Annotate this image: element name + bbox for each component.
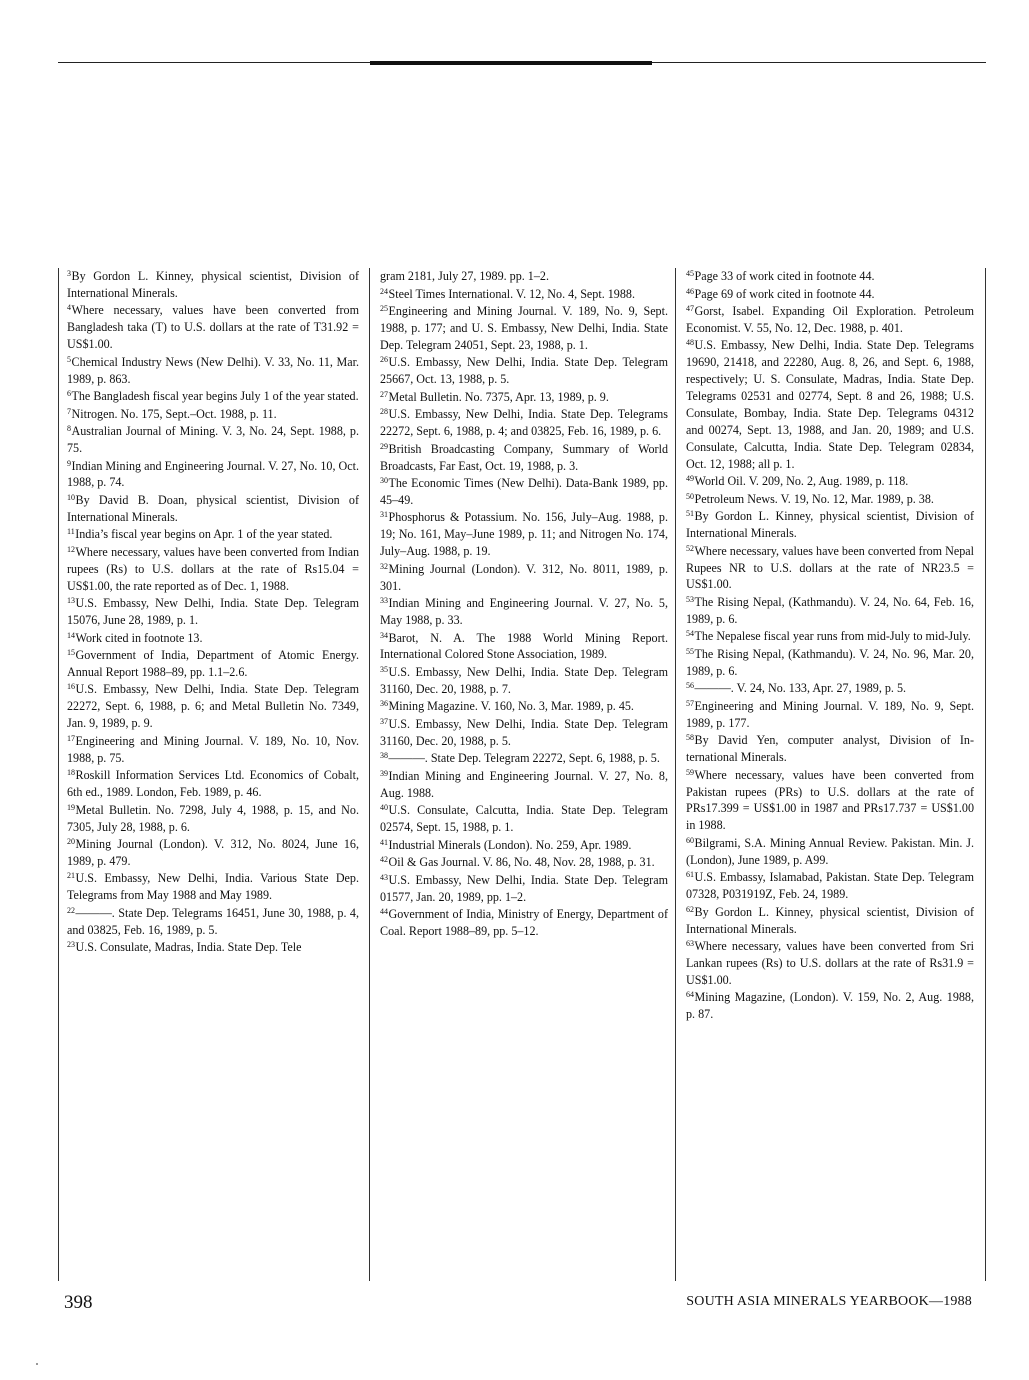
footnotes-column-1 [67, 268, 359, 957]
footnote-number: 54 [686, 629, 694, 639]
footnote-number: 56 [686, 681, 694, 691]
footnotes-column-2 [380, 268, 668, 940]
footnote [686, 767, 974, 835]
footnote-text: U.S. Consulate, Calcutta, India. State Dep. Telegram 02574, Sept. 15, 1988, p. 1. [380, 803, 668, 835]
footnote [67, 595, 359, 629]
footnote [686, 508, 974, 542]
footnote-number: 6 [67, 389, 71, 399]
footnote-text: Government of India, Department of Atomic Energy. Annual Report 1988–89, pp. 1.1–2.6. [67, 648, 359, 679]
footnote-number: 58 [686, 733, 694, 743]
footnote [380, 768, 668, 802]
footnote-number: 57 [686, 698, 694, 708]
footnote [67, 767, 359, 801]
footnote-text: Nitrogen. No. 175, Sept.–Oct. 1988, p. 11. [71, 406, 277, 421]
column-divider-right [985, 268, 986, 1281]
footnote-number: 46 [686, 286, 694, 296]
footnote [686, 303, 974, 337]
footnote [686, 698, 974, 732]
column-divider-left [58, 268, 59, 1281]
footnote [686, 491, 974, 508]
footnote-text: Steel Times International. V. 12, No. 4, Sept. 1988. [388, 286, 635, 301]
footnote-text: Metal Bulletin. No. 7375, Apr. 13, 1989, p. 9. [388, 389, 609, 404]
footnote-text: By Gordon L. Kinney, physical scientist, Division of International Minerals. [67, 269, 359, 300]
footnote-number: 34 [380, 630, 388, 640]
footnote-text: U.S. Embassy, New Delhi, India. Various State Dep. Telegrams from May 1988 and May 1989. [67, 871, 359, 903]
footnote [67, 802, 359, 836]
footnote-number: 24 [380, 286, 388, 296]
footnote-text: Roskill Information Services Ltd. Economics of Cobalt, 6th ed., 1989. London, Feb. 1989, p. 46. [67, 768, 359, 800]
footnote-text: Indian Mining and Engineering Journal. V. 27, No. 10, Oct. 1988, p. 74. [67, 458, 359, 490]
footnote [686, 628, 974, 645]
footnote-number: 36 [380, 699, 388, 709]
footnote-text: The Rising Nepal, (Kathmandu). V. 24, No. 96, Mar. 20, 1989, p. 6. [686, 646, 974, 678]
footnote-number: 40 [380, 803, 388, 813]
footnote-text: Indian Mining and Engineering Journal. V. 27, No. 5, May 1988, p. 33. [380, 596, 668, 628]
footnote-number: 19 [67, 802, 75, 812]
footnote-number: 43 [380, 872, 388, 882]
footnote-text: The Economic Times (New Delhi). Data-Bank 1989, pp. 45–49. [380, 476, 668, 507]
footnote-number: 44 [380, 907, 388, 916]
footnote-text: Where necessary, values have been converted from Sri Lankan rupees (Rs) to U.S. dollars at the rate of Rs31.9 = US$1.00. [686, 939, 974, 987]
footnote-number: 10 [67, 492, 75, 502]
footnote-number: 49 [686, 474, 694, 484]
footnote-text: By David Yen, computer analyst, Division of International Minerals. [686, 733, 974, 765]
footnote-text: Government of India, Ministry of Energy, Department of Coal. Report 1988–89, pp. 5–12. [380, 907, 668, 938]
footnote [380, 406, 668, 440]
footnote-number: 53 [686, 594, 694, 604]
footnote [67, 870, 359, 904]
footnote [67, 458, 359, 492]
footnote-number: 41 [380, 837, 388, 847]
footnote [686, 594, 974, 628]
scan-speck [36, 1363, 38, 1365]
footnote [380, 303, 668, 354]
footnote [67, 905, 359, 939]
footnote-text: ———. State Dep. Telegram 22272, Sept. 6, 1988, p. 5. [388, 751, 660, 766]
footnote-number: 25 [380, 304, 388, 313]
footnote-text: World Oil. V. 209, No. 2, Aug. 1989, p. 118. [694, 474, 909, 489]
footnote [380, 561, 668, 595]
footnote-text: Bilgrami, S.A. Mining Annual Review. Pakistan. Min. J. (London), June 1989, p. A99. [686, 835, 974, 867]
column-divider-middle-2 [675, 268, 676, 1281]
footnote-number: 64 [686, 990, 694, 1000]
footnote-number: 30 [380, 476, 388, 486]
footnote [380, 630, 668, 664]
footnote [380, 354, 668, 388]
footnote-text: Page 33 of work cited in footnote 44. [694, 269, 875, 283]
footnote-number: 35 [380, 664, 388, 674]
footnote-text: U.S. Embassy, New Delhi, India. State Dep. Telegrams 19690, 21418, and 22280, Aug. 8, 26, and Sept. 6, 1988, respectively; U. S. Consulate, Madras, India. State Dep. Telegrams 02531 and 02774, Sept. 8 and 26, 1988; U.S. Consulate, Bombay, India. State Dep. Telegrams 04312 and 00274, Sept. 13, 1988, and Jan. 20, 1989; and U.S. Consulate, Calcutta, India. State Dep. Telegram 02834, Oct. 12, 1988; all p. 1. [686, 338, 974, 471]
footnote-number: 16 [67, 682, 75, 692]
footnote-text: U.S. Embassy, New Delhi, India. State Dep. Telegram 31160, Dec. 20, 1988, p. 5. [380, 716, 668, 748]
footnote-text: U.S. Consulate, Madras, India. State Dep. Tele [75, 940, 302, 955]
footnote-text: British Broadcasting Company, Summary of World Broadcasts, Far East, Oct. 19, 1988, p. 3. [380, 441, 668, 473]
footnote [686, 869, 974, 903]
footnote-number: 45 [686, 269, 694, 278]
footnote-text: Work cited in footnote 13. [75, 630, 203, 645]
footnote-text: Mining Journal (London). V. 312, No. 8011, 1989, p. 301. [380, 561, 668, 593]
footnote-number: 33 [380, 596, 388, 606]
footnote-number: 8 [67, 424, 71, 434]
footnote [67, 406, 359, 423]
footnote-text: U.S. Embassy, New Delhi, India. State Dep. Telegram 22272, Sept. 6, 1988, p. 6; and Metal Bulletin No. 7349, Jan. 9, 1989, p. 9. [67, 682, 359, 731]
footnote-text: U.S. Embassy, New Delhi, India. State Dep. Telegram 25667, Oct. 13, 1988, p. 5. [380, 355, 668, 387]
footnote [686, 680, 974, 697]
footnote-number: 48 [686, 338, 694, 348]
footnote [67, 939, 359, 956]
page-number: 398 [64, 1292, 93, 1313]
footnote-text: Oil & Gas Journal. V. 86, No. 48, Nov. 28, 1988, p. 31. [388, 855, 655, 870]
footnote-number: 61 [686, 870, 694, 880]
footnote-text: Mining Magazine, (London). V. 159, No. 2, Aug. 1988, p. 87. [686, 990, 974, 1022]
footnote-number: 32 [380, 561, 388, 571]
footnote-text: Metal Bulletin. No. 7298, July 4, 1988, p. 15, and No. 7305, July 28, 1988, p. 6. [67, 802, 359, 834]
footnote [686, 646, 974, 680]
footnote-text: Engineering and Mining Journal. V. 189, No. 9, Sept. 1988, p. 177; and U. S. Embassy, New Delhi, India. State Dep. Telegram 24051, Sept. 23, 1988, p. 1. [380, 304, 668, 352]
footnote-number: 28 [380, 407, 388, 417]
footnote-number: 47 [686, 304, 694, 313]
footnote-text: The Nepalese fiscal year runs from mid-July to mid-July. [694, 629, 971, 644]
footnote-number: 52 [686, 543, 694, 553]
footnote [380, 802, 668, 836]
footnote-number: 14 [67, 630, 75, 640]
footnote-number: 27 [380, 389, 388, 399]
footnote-text: Chemical Industry News (New Delhi). V. 33, No. 11, Mar. 1989, p. 863. [67, 354, 359, 386]
footnote [380, 698, 668, 715]
footnote-text: Phosphorus & Potassium. No. 156, July–Aug. 1988, p. 19; No. 161, May–June 1989, p. 11; and Nitrogen No. 174, July–Aug. 1988, p. 19. [380, 510, 668, 559]
footnote-number: 55 [686, 646, 694, 656]
footnote [686, 473, 974, 490]
footnote-number: 50 [686, 491, 694, 501]
footnote-number: 42 [380, 855, 388, 865]
footnote-number: 4 [67, 303, 71, 313]
footnote-text: U.S. Embassy, New Delhi, India. State Dep. Telegrams 22272, Sept. 6, 1988, p. 4; and 03825, Feb. 16, 1989, p. 6. [380, 407, 668, 439]
footnote-number: 31 [380, 510, 388, 520]
footnote-text: The Bangladesh fiscal year begins July 1 of the year stated. [71, 389, 359, 404]
footnote-number: 15 [67, 648, 75, 658]
footnote-text: Engineering and Mining Journal. V. 189, No. 10, Nov. 1988, p. 75. [67, 733, 359, 765]
footnote [380, 595, 668, 629]
footnote-text: Industrial Minerals (London). No. 259, Apr. 1989. [388, 837, 632, 852]
footnote-number: 22 [67, 905, 75, 915]
footnote [380, 389, 668, 406]
footnote [686, 904, 974, 938]
footnote-number: 13 [67, 596, 75, 606]
footnote-number: 38 [380, 751, 388, 761]
footnote-number: 9 [67, 458, 71, 468]
footnote [686, 286, 974, 303]
footnote-text: Petroleum News. V. 19, No. 12, Mar. 1989, p. 38. [694, 491, 934, 506]
top-rule-accent [370, 61, 652, 65]
footnote [67, 302, 359, 353]
footnote-text: The Rising Nepal, (Kathmandu). V. 24, No. 64, Feb. 16, 1989, p. 6. [686, 594, 974, 626]
footnote [380, 509, 668, 560]
running-title: SOUTH ASIA MINERALS YEARBOOK—1988 [686, 1294, 972, 1309]
footnote-text: ———. State Dep. Telegrams 16451, June 30, 1988, p. 4, and 03825, Feb. 16, 1989, p. 5. [67, 905, 359, 937]
footnote-text: gram 2181, July 27, 1989. pp. 1–2. [380, 269, 549, 283]
footnote [380, 906, 668, 940]
footnote-number: 3 [67, 269, 71, 278]
footnote [380, 268, 668, 285]
footnote-number: 20 [67, 837, 75, 846]
footnote [686, 268, 974, 285]
footnote-number: 23 [67, 940, 75, 950]
footnote-text: U.S. Embassy, New Delhi, India. State Dep. Telegram 01577, Jan. 20, 1989, pp. 1–2. [380, 872, 668, 904]
footnote-number: 39 [380, 768, 388, 778]
footnote-number: 51 [686, 509, 694, 519]
footnote [686, 732, 974, 766]
footnote-text: Mining Magazine. V. 160, No. 3, Mar. 1989, p. 45. [388, 699, 634, 714]
footnote [380, 475, 668, 509]
footnote-text: U.S. Embassy, New Delhi, India. State Dep. Telegram 15076, June 28, 1989, p. 1. [67, 596, 359, 628]
footnote [67, 544, 359, 595]
footnote-text: ———. V. 24, No. 133, Apr. 27, 1989, p. 5. [694, 681, 907, 696]
footnote-number: 59 [686, 767, 694, 777]
footnote [380, 286, 668, 303]
footnote-text: Australian Journal of Mining. V. 3, No. 24, Sept. 1988, p. 75. [67, 424, 359, 456]
footnote-number: 60 [686, 835, 694, 845]
footnote [380, 441, 668, 475]
footnote [67, 836, 359, 870]
footnote-text: Where necessary, values have been converted from Indian rupees (Rs) to U.S. dollars at the rate of Rs15.04 = US$1.00, the rate reported as of Dec. 1, 1988. [67, 544, 359, 593]
footnote [686, 938, 974, 989]
footnote-text: Page 69 of work cited in footnote 44. [694, 286, 875, 301]
footnote-number: 5 [67, 354, 71, 364]
footnote-text: By David B. Doan, physical scientist, Division of International Minerals. [67, 492, 359, 524]
footnote [67, 526, 359, 543]
column-divider-middle-1 [369, 268, 370, 1281]
footnote [380, 854, 668, 871]
footnote [380, 837, 668, 854]
footnote [67, 681, 359, 732]
footnote [686, 989, 974, 1023]
footnote-text: Indian Mining and Engineering Journal. V. 27, No. 8, Aug. 1988. [380, 768, 668, 800]
footnote-text: Where necessary, values have been converted from Nepal Rupees NR to U.S. dollars at the rate of NR23.5 = US$1.00. [686, 543, 974, 592]
footnote-number: 12 [67, 544, 75, 554]
footnote-number: 11 [67, 527, 75, 537]
footnote-number: 7 [67, 406, 71, 416]
footnote-text: Where necessary, values have been converted from Pakistan rupees (PRs) to U.S. dollars at the rate of PRs17.399 = US$1.00 in 1987 and PRs17.737 = US$1.00 in 1988. [686, 767, 974, 833]
footnote-number: 37 [380, 716, 388, 726]
footnote [67, 423, 359, 457]
footnote-text: Engineering and Mining Journal. V. 189, No. 9, Sept. 1989, p. 177. [686, 698, 974, 730]
footnote-text: Where necessary, values have been converted from Bangladesh taka (T) to U.S. dollars at the rate of T31.92 = US$1.00. [67, 303, 359, 352]
footnote [686, 337, 974, 472]
footnote [380, 872, 668, 906]
footnote-number: 26 [380, 355, 388, 365]
footnote-text: Gorst, Isabel. Expanding Oil Exploration. Petroleum Economist. V. 55, No. 12, Dec. 1988, p. 401. [686, 304, 974, 335]
footnote [67, 630, 359, 647]
footnote-text: Barot, N. A. The 1988 World Mining Report. International Colored Stone Association, 1989. [380, 630, 668, 662]
footnote-number: 62 [686, 904, 694, 914]
footnote [67, 354, 359, 388]
footnote-text: U.S. Embassy, New Delhi, India. State Dep. Telegram 31160, Dec. 20, 1988, p. 7. [380, 664, 668, 696]
footnote [67, 388, 359, 405]
footnote-number: 29 [380, 441, 388, 451]
footnote [380, 716, 668, 750]
footnote [67, 492, 359, 526]
footnote-number: 63 [686, 939, 694, 949]
footnote [380, 664, 668, 698]
footnote [380, 750, 668, 767]
footnote-number: 18 [67, 768, 75, 778]
footnote-text: India’s fiscal year begins on Apr. 1 of the year stated. [75, 527, 333, 542]
footnote-number: 21 [67, 871, 75, 881]
footnote-text: By Gordon L. Kinney, physical scientist, Division of International Minerals. [686, 904, 974, 936]
footnote [686, 835, 974, 869]
footnotes-column-3 [686, 268, 974, 1024]
footnote [686, 543, 974, 594]
footnote-number: 17 [67, 733, 75, 743]
footnote [67, 647, 359, 681]
footnote-text: U.S. Embassy, Islamabad, Pakistan. State Dep. Telegram 07328, P031919Z, Feb. 24, 1989. [686, 870, 974, 902]
footnote-text: Mining Journal (London). V. 312, No. 8024, June 16, 1989, p. 479. [67, 837, 359, 868]
footnote-text: By Gordon L. Kinney, physical scientist, Division of International Minerals. [686, 509, 974, 541]
footnote [67, 268, 359, 302]
footnote [67, 733, 359, 767]
